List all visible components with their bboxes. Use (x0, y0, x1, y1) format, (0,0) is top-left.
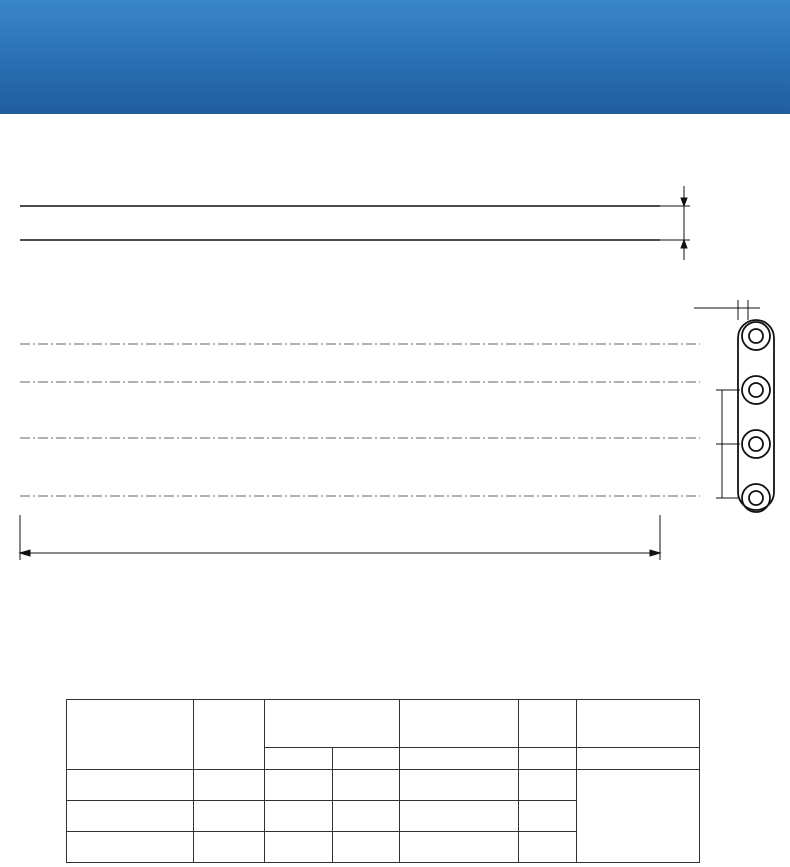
row-temp-dry (265, 801, 333, 832)
table-row (67, 770, 700, 801)
row-belt-type (67, 801, 194, 832)
spec-summary (20, 620, 790, 645)
subheader-weight-unit (519, 748, 577, 770)
row-temp-wet (332, 832, 400, 863)
row-temp-dry (265, 770, 333, 801)
width-dimension (20, 515, 660, 560)
parameter-table (66, 699, 700, 863)
side-view (20, 206, 660, 240)
row-material (194, 832, 265, 863)
profile-view (738, 320, 774, 512)
backflex-radius-value (577, 770, 700, 863)
table-header-row (67, 700, 700, 748)
header-radius (577, 700, 700, 748)
row-belt-type (67, 832, 194, 863)
row-weight (519, 801, 577, 832)
subheader-wet (332, 748, 400, 770)
subheader-dry (265, 748, 333, 770)
header-banner (0, 0, 790, 114)
row-material (194, 801, 265, 832)
header-material (194, 700, 265, 770)
row-weight (519, 770, 577, 801)
row-temp-dry (265, 832, 333, 863)
profile-dimensions (694, 300, 760, 498)
row-temp-wet (332, 770, 400, 801)
row-material (194, 770, 265, 801)
height-dimension (660, 186, 690, 260)
row-load (400, 770, 519, 801)
belt-drawing-svg (0, 160, 790, 590)
row-belt-type (67, 770, 194, 801)
centre-lines (20, 344, 700, 496)
row-weight (519, 832, 577, 863)
row-load (400, 801, 519, 832)
technical-drawing (0, 160, 790, 590)
row-temp-wet (332, 801, 400, 832)
subheader-radius-unit (577, 748, 700, 770)
header-load (400, 700, 519, 748)
header-belt-type (67, 700, 194, 770)
row-load (400, 832, 519, 863)
header-temperature (265, 700, 400, 748)
subheader-load-unit (400, 748, 519, 770)
header-weight (519, 700, 577, 748)
